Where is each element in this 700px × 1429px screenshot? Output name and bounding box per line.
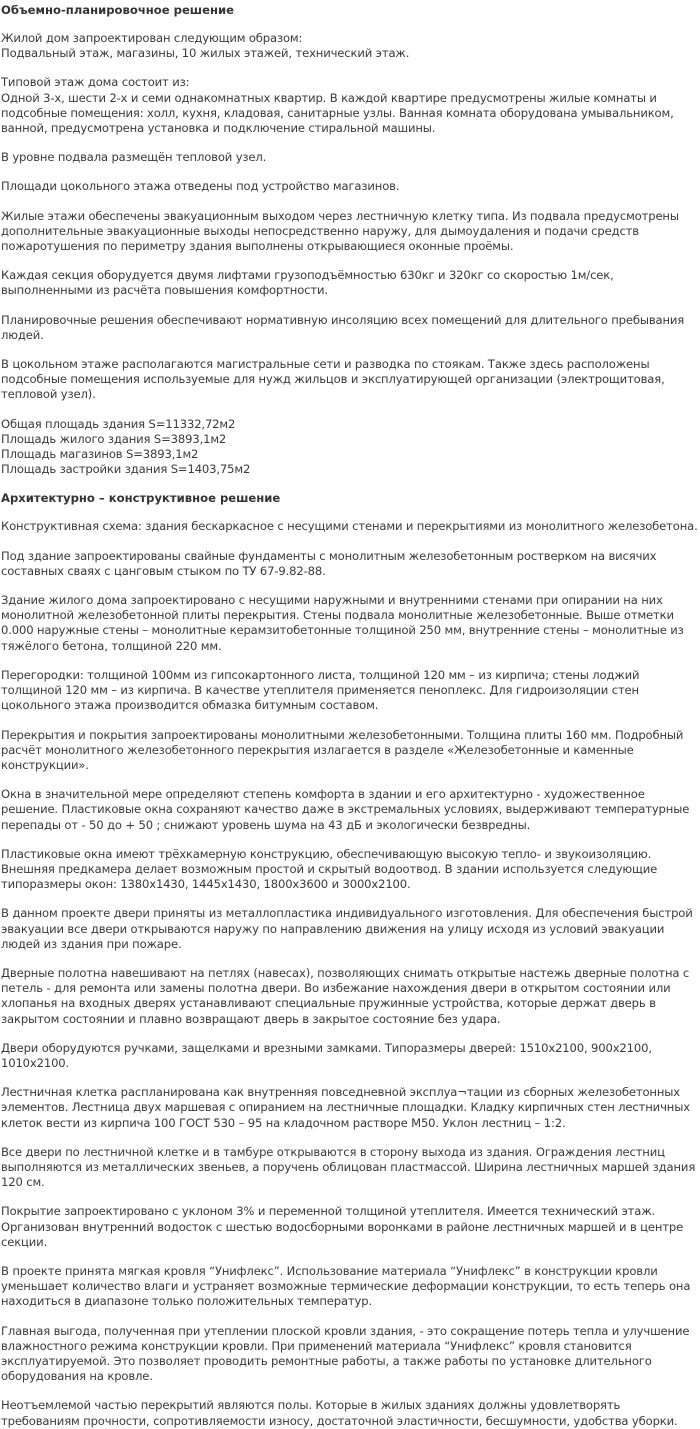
text-line: Жилой дом запроектирован следующим образом: — [1, 31, 303, 45]
paragraph-insolation: Планировочные решения обеспечивают нормативную инсоляцию всех помещений для длительного пребывания людей. — [1, 312, 685, 342]
section-heading-architecture: Архитектурно – конструктивное решение — [1, 491, 281, 506]
paragraph-evacuation: Жилые этажи обеспечены эвакуационным выходом через лестничную клетку типа. Из подвала предусмотрены дополнительные эвакуационные выходы непосредственно наружу, для дымоудаления и подачи средств пожаротушения по периметру здания выполнены открывающиеся оконные проёмы. — [1, 208, 679, 254]
paragraph: Лестничная клетка распланирована как внутренняя повседневной эксплуа¬тации из сборных железобетонных элементов. Лестница двух маршевая с опиранием на лестничные площадки. Кладку кирпичных стен лестничных клеток вести из кирпича 100 ГОСТ 530 – 95 на кладочном растворе М50. Уклон лестниц – 1:2. — [1, 1085, 690, 1130]
paragraph: Здание жилого дома запроектировано с несущими наружными и внутренними стенами при опирании на них монолитной железобетонной плиты перекрытия. Стены подвала монолитные железобетонные. Выше отметки 0.000 наружные стены – монолитные керамзитобетонные толщиной 250 мм, внутренние стены – монолитные из тяжёлого бетона, толщиной 220 мм. — [1, 593, 684, 653]
paragraph: Дверные полотна навешивают на петлях (навесах), позволяющих снимать открытые настежь дверные полотна с петель - для ремонта или замены полотна двери. Во избежание нахождения двери в открытом состоянии или хлопанья на входных дверях устанавливают специальные пружинные устройства, которые держат дверь в закрытом состоянии и плавно возвращают дверь в закрытое состояние без удара. — [1, 965, 690, 1026]
paragraph-elevators: Каждая секция оборудуется двумя лифтами грузоподъёмностью 630кг и 320кг со скоростью 1м/сек, выполненными из расчёта повышения комфортности. — [1, 268, 614, 298]
text-line: Подвальный этаж, магазины, 10 жилых этажей, технический этаж. — [1, 46, 410, 61]
paragraph: Двери оборудуются ручками, защелками и врезными замками. Типоразмеры дверей: 1510x2100, 900x2100, 1010x2100. — [1, 1040, 652, 1070]
paragraph: Все двери по лестничной клетке и в тамбуре открываются в сторону выхода из здания. Ограждения лестниц выполняются из металлических звеньев, а поручень облицован пластмассой. Ширина лестничных маршей здания 120 см. — [1, 1144, 696, 1190]
area-line: Общая площадь здания S=11332,72м2 — [1, 416, 236, 431]
paragraph-areas — [1, 417, 699, 478]
paragraph: Покрытие запроектировано с уклоном 3% и переменной толщиной утеплителя. Имеется технический этаж. Организован внутренний водосток с шестью водосборными воронками в районе лестничных маршей и в центре секции. — [1, 1204, 684, 1249]
paragraph: В данном проекте двери приняты из металлопластика индивидуального изготовления. Для обеспечения быстрой эвакуации все двери открываются наружу по направлению движения на улицу исходя из условий эвакуации людей из здания при пожаре. — [1, 906, 693, 951]
paragraph: Под здание запроектированы свайные фундаменты с монолитным железобетонным ростверком на висячих составных сваях с цанговым стыком по ТУ 67-9.82-88. — [1, 548, 657, 578]
paragraph: Окна в значительной мере определяют степень комфорта в здании и его архитектурно - художественное решение. Пластиковые окна сохраняют качество даже в экстремальных условиях, выдерживают температурные перепады от - 50 до + 50 ; снижают уровень шума на 43 дБ и экологически безвредны. — [1, 787, 690, 832]
paragraph-basement: В уровне подвала размещён тепловой узел. — [1, 150, 267, 165]
paragraph-building-layout — [1, 31, 699, 61]
area-line: Площадь застройки здания S=1403,75м2 — [1, 462, 251, 477]
paragraph: В проекте принята мягкая кровля “Унифлекс”. Использование материала “Унифлекс” в конструкции кровли уменьшает количество влаги и устраняет возможные термические деформации конструкции, то есть теперь она находиться в диапазоне только положительных температур. — [1, 1263, 691, 1309]
paragraph: Перекрытия и покрытия запроектированы монолитными железобетонными. Толщина плиты 160 мм. Подробный расчёт монолитного железобетонного перекрытия излагается в разделе «Железобетонные и каменные конструкции». — [1, 727, 684, 772]
section-heading-planning: Объемно-планировочное решение — [1, 3, 234, 17]
paragraph: Неотъемлемой частью перекрытий являются полы. Которые в жилых зданиях должны удовлетворять требованиям прочности, сопротивляемости износу, достаточной эластичности, бесшумности, удобства уборки. — [1, 1398, 678, 1428]
paragraph-typical-floor — [1, 75, 699, 136]
text-line: Одной 3-х, шести 2-х и семи однакомнатных квартир. В каждой квартире предусмотрены жилые комнаты и подсобные помещения: холл, кухня, кладовая, санитарные узлы. Ванная комната оборудована умывальником, ванной, предусмотрена установка и подключение стиральной машины. — [1, 90, 674, 136]
paragraph-utilities: В цокольном этаже располагаются магистральные сети и разводка по стоякам. Также здесь расположены подсобные помещения используемые для нужд жильцов и эксплуатирующей организации (электрощитовая, тепловой узел). — [1, 357, 665, 402]
area-line: Площадь магазинов S=3893,1м2 — [1, 447, 199, 462]
paragraph: Перегородки: толщиной 100мм из гипсокартонного листа, толщиной 120 мм – из кирпича; стены лоджий толщиной 120 мм – из кирпича. В качестве утеплителя применяется пеноплекс. Для гидроизоляции стен цокольного этажа производится обмазка битумным составом. — [1, 667, 640, 713]
paragraph: Главная выгода, полученная при утеплении плоской кровли здания, - это сокращение потерь тепла и улучшение влажностного режима конструкции кровли. При применений материала “Унифлекс” кровля становится эксплуатируемой. Это позволяет проводить ремонтные работы, а также работы по установке длительного оборудования на кровле. — [1, 1323, 690, 1384]
paragraph: Пластиковые окна имеют трёхкамерную конструкцию, обеспечивающую высокую тепло- и звукоизоляцию. Внешняя предкамера делает возможным простой и скрытый водоотвод. В здании используется следующие типоразмеры окон: 1380x1430, 1445x1430, 1800x3600 и 3000x2100. — [1, 846, 658, 892]
text-line: Типовой этаж дома состоит из: — [1, 75, 190, 90]
area-line: Площадь жилого здания S=3893,1м2 — [1, 431, 227, 446]
paragraph-ground-floor: Площади цокольного этажа отведены под устройство магазинов. — [1, 179, 400, 194]
paragraph: Конструктивная схема: здания бескаркасное с несущими стенами и перекрытиями из монолитного железобетона. — [1, 519, 698, 534]
